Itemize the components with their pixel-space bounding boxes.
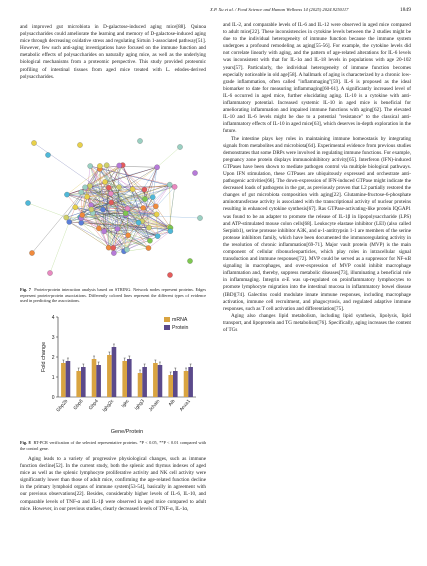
legend-label: Protein bbox=[172, 325, 189, 331]
x-axis-label: Gene/Protein bbox=[110, 429, 144, 435]
network-node bbox=[153, 204, 158, 209]
network-node bbox=[111, 250, 116, 255]
paragraph: and IL-2, and comparable levels of IL-6 and IL-12 were observed in aged mice compared to adult mice[22]. These inconsistencies in cytokine levels between the 2 studies might be due to the individual heterogeneity of immune function because the immune system undergoes a profound remodeling as aging[55-56]. For example, the cytokine levels did not correlate linearly with aging, and the pattern of age-related alterations for IL-6 levels was inconsistent with that for IL-1α and IL-18 levels in populations with age 20-102 years[57]. Particularly, the individual heterogeneity of immune function becomes especially noticeable in old age[58]. A hallmark of aging is characterized by a chronic low-grade inflammation, often called "inflammaging"[59]. IL-6 is proposed as the ideal biomarker to date for measuring inflammaging[60-61]. A significantly increased level of IL-6 occurred in aged mice, further elucidating aging. IL-10 is a cytokine with anti-inflammatory potential. Increased systemic IL-10 in aged mice is beneficial for ameliorating inflammation and impaired immune functions with aging[62]. The elevated IL-10 and IL-6 levels might be due to a potential "resistance" to the classical anti-inflammatory effects of IL-10 in aged mice[63], which deserves in-depth exploration in the future. bbox=[223, 22, 411, 135]
paragraph: and improved gut microbiota in D-galactose-induced aging mice[88]. Quinoa polysaccharides could ameliorate the learning and memory of D-galactose-induced aging mice through decreasing oxidative stress and regulating Sirtuin 1-associated pathway[51]. However, few such anti-aging investigations have focused on the immune function and metabolic effects of polysaccharides on naturally aging mice, as well as the underlying biological mechanisms from a proteomic perspective. This study provided proteomic profiling of intestinal tissues from aged mice treated with L. edodes-derived polysaccharides. bbox=[20, 24, 206, 80]
network-node bbox=[124, 247, 129, 252]
network-node bbox=[125, 206, 130, 211]
rt-pcr-chart bbox=[20, 311, 206, 437]
network-node bbox=[126, 233, 131, 238]
right-column-text bbox=[223, 22, 411, 334]
bar-mrna bbox=[122, 361, 127, 397]
network-edge bbox=[157, 147, 180, 167]
x-tick-label: Alb bbox=[168, 399, 177, 408]
network-node bbox=[25, 200, 30, 205]
bar-protein bbox=[142, 367, 147, 397]
network-edge bbox=[50, 222, 69, 273]
x-tick-label: Ighg3 bbox=[134, 399, 146, 412]
network-node bbox=[116, 184, 121, 189]
page-header bbox=[210, 7, 411, 17]
network-node bbox=[29, 250, 34, 255]
network-node bbox=[155, 234, 160, 239]
network-node bbox=[115, 226, 120, 231]
network-node bbox=[142, 196, 147, 201]
network-node bbox=[197, 215, 202, 220]
x-tick-label: Gbp2b bbox=[56, 399, 70, 414]
network-node bbox=[111, 245, 116, 250]
x-tick-label: Igkc bbox=[121, 399, 131, 410]
network-node bbox=[100, 207, 105, 212]
network-node bbox=[101, 229, 106, 234]
figure-8-caption bbox=[20, 440, 206, 451]
network-node bbox=[137, 138, 142, 143]
network-node bbox=[136, 220, 141, 225]
network-node bbox=[150, 195, 155, 200]
figure-7-caption bbox=[20, 287, 206, 304]
figure-8-label: Fig. 8 bbox=[20, 440, 31, 445]
rt-pcr-bar-chart bbox=[20, 311, 206, 437]
network-node bbox=[104, 163, 109, 168]
paragraph: The intestine plays key roles in maintaining immune homeostasis by integrating signals from metabolites and microbiota[64]. Experimental evidence from previous studies demonstrates that some DRPs were involved in regulating immune functions. For example, pregnancy zone protein displays immunoinhibitory activity[65]. Interferon (IFN)-induced GTPases have been shown to mediate pathogen control via multiple biological pathways. Upon IFN stimulation, these GTPases are ubiquitously expressed and orchestrate anti-pathogenic activities[66]. The down-expression of IFN-induced GTPase might indicate the decreased loads of pathogens in the gut, as previously proven that L2 partially restored the changes of gut microbiota composition with aging[22]. Glutamine-fructose-6-phosphate aminotransferase activity is associated with the transcriptional activity of nuclear proteins resulting in enhanced cytokine synthesis[67]. Ras GTPase-activating-like protein IQGAP1 was found to be an adapter to promote the release of IL-1β in lipopolysaccharide (LPS) and ATP-stimulated mouse colon cells[68]. Leukocyte elastase inhibitor (LEI) (also called Serpinb1), serine protease inhibitor A3K, and α-1-antitrypsin 1-1 are members of the serine protease inhibitors family, which have been documented the immunoregulating activity in the resolution of chronic inflammation[69-71]. Major vault protein (MVP) is the main component of cellular ribonucleoparticles, which play roles in intracellular signal transduction and immune responses[72]. MVP could be served as a suppressor for NF-κB signaling in macrophages, and over-expression of MVP could inhibit macrophage inflammation and, thereby, suppress metabolic diseases[73], illuminating a beneficial role in inflammaging. Integrin α-E was up-regulated on proinflammatory lymphocytes to promote lymphocyte migration into the intestinal mucosa in inflammatory bowel disease (IBD)[74]. Galectins could modulate innate immune responses, including macrophage activation, immune cell recruitment, and phagocytosis, and regulated adaptive immune responses, such as T cell activation and differentiation[75]. bbox=[223, 135, 411, 312]
bar-mrna bbox=[107, 355, 112, 397]
network-node bbox=[187, 258, 192, 263]
network-node bbox=[130, 187, 135, 192]
bar-mrna bbox=[92, 359, 97, 397]
bar-mrna bbox=[61, 363, 66, 397]
figure-7-label: Fig. 7 bbox=[20, 287, 31, 292]
bar-protein bbox=[112, 347, 117, 397]
legend-swatch bbox=[164, 325, 170, 330]
network-node bbox=[31, 140, 36, 145]
network-node bbox=[47, 270, 52, 275]
network-node bbox=[172, 184, 177, 189]
bar-protein bbox=[96, 365, 101, 397]
bar-protein bbox=[158, 365, 163, 397]
y-tick-label: 2 bbox=[51, 354, 55, 361]
bar-protein bbox=[173, 371, 178, 397]
figure-8-caption-text: RT-PCR verification of the selected representative proteins. *P < 0.05, **P < 0.01 compared with the control gene. bbox=[20, 440, 207, 451]
y-tick-label: 1 bbox=[51, 374, 55, 381]
y-axis-label: Fold change bbox=[41, 341, 47, 373]
network-node bbox=[141, 205, 146, 210]
network-node bbox=[79, 220, 84, 225]
left-column-bottom-text bbox=[20, 456, 206, 513]
network-node bbox=[96, 226, 101, 231]
network-node bbox=[80, 212, 85, 217]
y-tick-label: 3 bbox=[51, 334, 55, 341]
network-node bbox=[147, 238, 152, 243]
bar-protein bbox=[66, 361, 71, 397]
network-node bbox=[97, 163, 102, 168]
network-node bbox=[79, 190, 84, 195]
page-number: 1849 bbox=[399, 7, 411, 13]
legend-label: mRNA bbox=[172, 317, 188, 323]
y-tick-label: 4 bbox=[51, 314, 55, 321]
x-tick-label: Jchain bbox=[148, 399, 162, 413]
network-node bbox=[108, 191, 113, 196]
network-node bbox=[117, 163, 122, 168]
network-node bbox=[89, 207, 94, 212]
paragraph: Aging leads to a variety of progressive physiological changes, such as immune function decline[52]. In the current study, both the splenic and thymus indexes of aged mice as well as the splenic lymphocyte proliferative activity and NK cell activity were significantly lower than those of adult mice, confirming the age-related function decline in the primary lymphoid organs of immune system[53-54], basically in agreement with our previous observations[22]. Besides, considerably higher levels of IL-6, IL-10, and comparable levels of TNF-α and IL-1β were observed in aged mice compared to adult mice. However, in our previous studies, clearly decreased levels of TNF-α, IL-1α, bbox=[20, 456, 206, 512]
x-tick-label: Ighg2c bbox=[102, 399, 116, 414]
network-node bbox=[167, 182, 172, 187]
paragraph: Aging also changes lipid metabolism, including lipid synthesis, lipolysis, lipid transport, and lipoprotein and TG metabolism[76]. Specifically, aging increases the content of TGs bbox=[223, 312, 411, 334]
network-node bbox=[102, 179, 107, 184]
network-node bbox=[88, 163, 93, 168]
network-node bbox=[82, 185, 87, 190]
bar-protein bbox=[188, 367, 193, 397]
network-node bbox=[177, 144, 182, 149]
bar-protein bbox=[127, 359, 132, 397]
network-node bbox=[146, 245, 151, 250]
network-node bbox=[154, 212, 159, 217]
network-node bbox=[67, 219, 72, 224]
bar-mrna bbox=[168, 375, 173, 397]
x-tick-label: Gbp8 bbox=[73, 399, 85, 412]
network-node bbox=[154, 165, 159, 170]
y-tick-label: 0 bbox=[51, 394, 55, 401]
journal-citation: X.P. Xu et al. / Food Science and Human Wellness 14 (2025) 2024.9250117 bbox=[210, 7, 349, 12]
left-column-top-text bbox=[20, 24, 206, 81]
bar-mrna bbox=[184, 371, 189, 397]
network-node bbox=[85, 194, 90, 199]
network-node bbox=[142, 187, 147, 192]
network-edge bbox=[32, 188, 86, 253]
network-node bbox=[167, 272, 172, 277]
ppi-network-figure bbox=[20, 133, 206, 284]
network-node bbox=[64, 215, 69, 220]
network-node bbox=[109, 200, 114, 205]
bar-protein bbox=[81, 367, 86, 397]
legend-swatch bbox=[164, 317, 170, 322]
x-tick-label: Anxa1 bbox=[179, 399, 192, 413]
network-node bbox=[106, 185, 111, 190]
network-node bbox=[192, 170, 197, 175]
network-node bbox=[77, 142, 82, 147]
figure-7-caption-text: Protein-protein interaction analysis based on STRING. Network nodes represent proteins. Edges represent protein-protein associations. Differently colored lines represent the different types of evidence used in predicting the associations. bbox=[20, 287, 206, 304]
bar-mrna bbox=[153, 363, 158, 397]
network-node bbox=[45, 152, 50, 157]
network-node bbox=[64, 192, 69, 197]
bar-mrna bbox=[76, 371, 81, 397]
network-node bbox=[168, 229, 173, 234]
network-node bbox=[73, 205, 78, 210]
x-tick-label: Gbp4 bbox=[88, 399, 100, 412]
network-node bbox=[123, 211, 128, 216]
network-node bbox=[106, 245, 111, 250]
bar-mrna bbox=[138, 373, 143, 397]
network-node bbox=[146, 225, 151, 230]
